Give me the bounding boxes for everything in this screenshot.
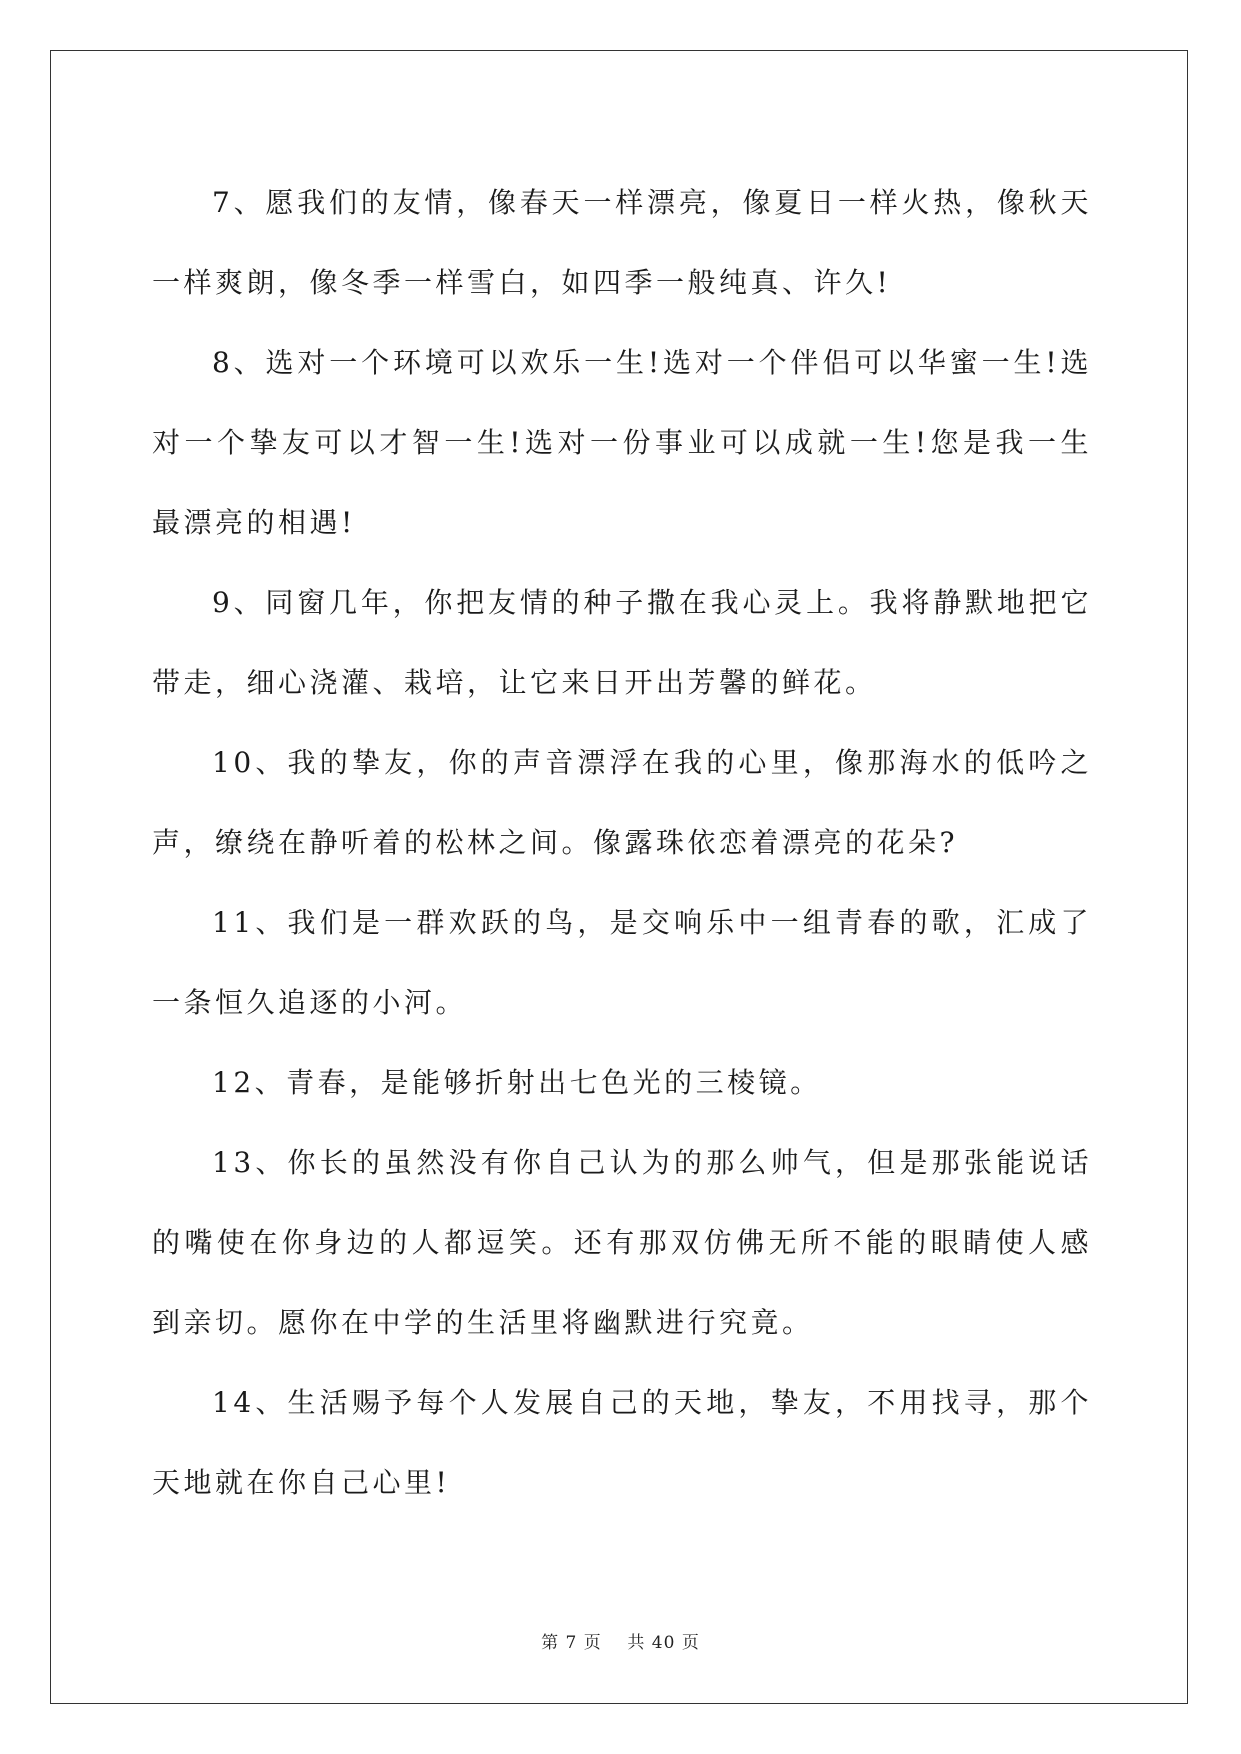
paragraph-7: 7、愿我们的友情，像春天一样漂亮，像夏日一样火热，像秋天一样爽朗，像冬季一样雪白，如四季一般纯真、许久! xyxy=(152,186,1092,299)
paragraph-11: 11、我们是一群欢跃的鸟，是交响乐中一组青春的歌，汇成了一条恒久追逐的小河。 xyxy=(152,906,1092,1019)
paragraph-10: 10、我的挚友，你的声音漂浮在我的心里，像那海水的低吟之声，缭绕在静听着的松林之间。像露珠依恋着漂亮的花朵? xyxy=(152,746,1092,859)
paragraph-14: 14、生活赐予每个人发展自己的天地，挚友，不用找寻，那个天地就在你自己心里! xyxy=(152,1386,1092,1499)
page-number: 第 7 页 xyxy=(541,1633,602,1653)
paragraph-8: 8、选对一个环境可以欢乐一生!选对一个伴侣可以华蜜一生!选对一个挚友可以才智一生!选对一份事业可以成就一生!您是我一生最漂亮的相遇! xyxy=(152,346,1092,539)
page-total: 共 40 页 xyxy=(627,1633,700,1653)
paragraph-12: 12、青春，是能够折射出七色光的三棱镜。 xyxy=(212,1066,822,1099)
paragraph-13: 13、你长的虽然没有你自己认为的那么帅气，但是那张能说话的嘴使在你身边的人都逗笑。还有那双仿佛无所不能的眼睛使人感到亲切。愿你在中学的生活里将幽默进行究竟。 xyxy=(152,1146,1092,1339)
page-footer xyxy=(0,1628,1241,1653)
footer-gap xyxy=(602,1633,628,1653)
paragraph-9: 9、同窗几年，你把友情的种子撒在我心灵上。我将静默地把它带走，细心浇灌、栽培，让它来日开出芳馨的鲜花。 xyxy=(152,586,1092,699)
document-body xyxy=(152,163,1092,1523)
